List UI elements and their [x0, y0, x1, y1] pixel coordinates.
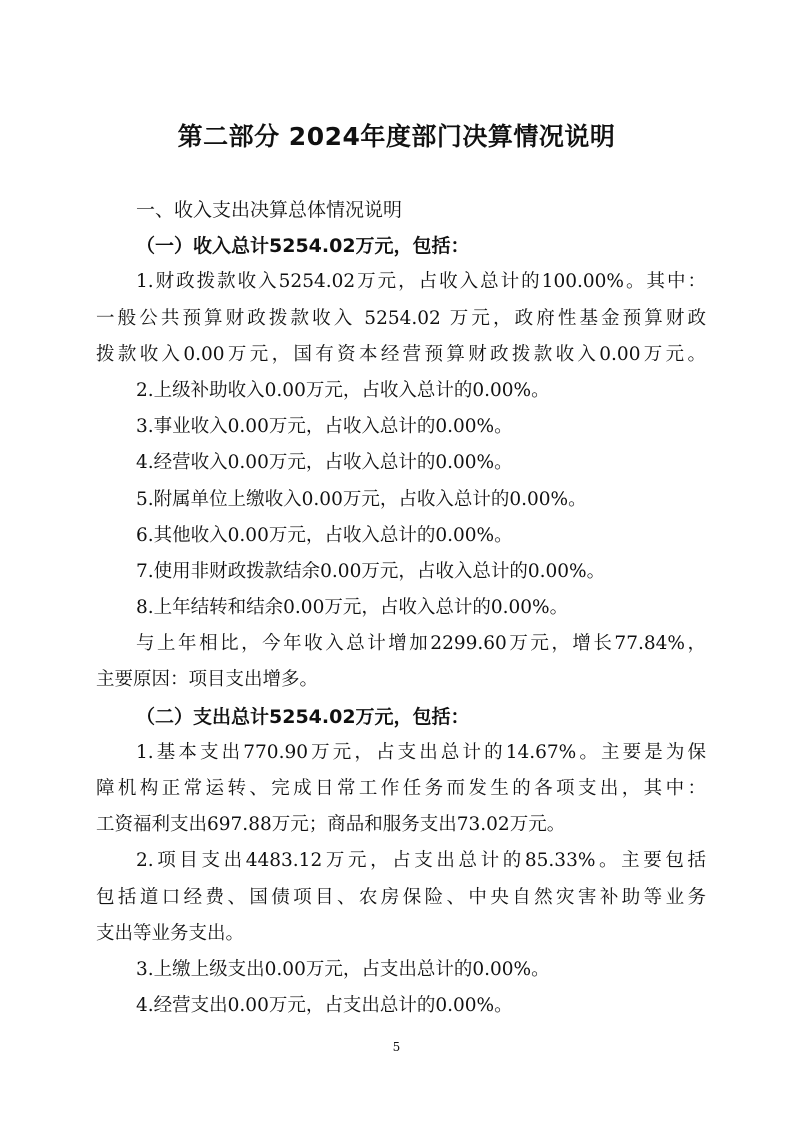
paragraph-line: 包括道口经费、国债项目、农房保险、中央自然灾害补助等业务 [96, 886, 706, 908]
paragraph-line: 2.项目支出4483.12万元，占支出总计的85.33%。主要包括 [136, 850, 706, 872]
paragraph-line: 4.经营收入0.00万元，占收入总计的0.00%。 [136, 452, 513, 474]
paragraph-line: 3.事业收入0.00万元，占收入总计的0.00%。 [136, 416, 513, 438]
page-number: 5 [392, 1040, 401, 1054]
page-title: 第二部分 2024年度部门决算情况说明 [177, 122, 616, 151]
paragraph-line: 工资福利支出697.88万元；商品和服务支出73.02万元。 [96, 814, 566, 836]
paragraph-line: 主要原因：项目支出增多。 [96, 669, 319, 691]
paragraph-line: 障机构正常运转、完成日常工作任务而发生的各项支出，其中： [96, 778, 706, 799]
paragraph-line: 支出等业务支出。 [96, 922, 245, 944]
paragraph-line: 1.财政拨款收入5254.02万元，占收入总计的100.00%。其中： [136, 271, 706, 293]
paragraph-line: 4.经营支出0.00万元，占支出总计的0.00%。 [136, 995, 513, 1017]
paragraph-line: 2.上级补助收入0.00万元，占收入总计的0.00%。 [136, 379, 550, 401]
paragraph-line: 6.其他收入0.00万元，占收入总计的0.00%。 [136, 524, 513, 546]
paragraph-line: 一般公共预算财政拨款收入 5254.02 万元，政府性基金预算财政 [96, 307, 706, 329]
paragraph-line: 拨款收入0.00万元，国有资本经营预算财政拨款收入0.00万元。 [96, 343, 706, 365]
paragraph-line: 8.上年结转和结余0.00万元，占收入总计的0.00%。 [136, 597, 569, 619]
subsection-heading-expense: （二）支出总计5254.02万元，包括： [136, 705, 470, 728]
paragraph-line: 3.上缴上级支出0.00万元，占支出总计的0.00%。 [136, 958, 550, 980]
paragraph-line: 7.使用非财政拨款结余0.00万元，占收入总计的0.00%。 [136, 560, 606, 582]
paragraph-line: 5.附属单位上缴收入0.00万元，占收入总计的0.00%。 [136, 488, 587, 510]
paragraph-line: 1.基本支出770.90万元，占支出总计的14.67%。主要是为保 [136, 741, 706, 763]
section-heading-income-expense: 一、收入支出决算总体情况说明 [136, 199, 403, 221]
subsection-heading-income: （一）收入总计5254.02万元，包括： [136, 235, 470, 258]
body-text [96, 192, 706, 1024]
paragraph-line: 与上年相比，今年收入总计增加2299.60万元，增长77.84%， [136, 633, 706, 655]
